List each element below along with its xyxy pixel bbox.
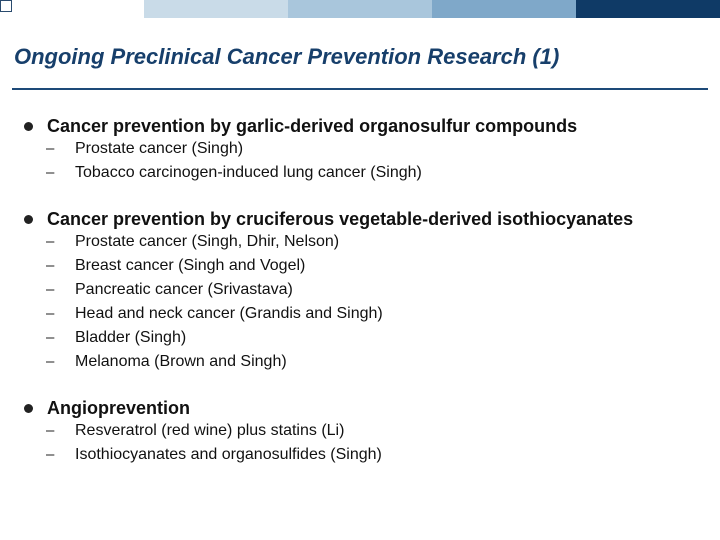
list-item xyxy=(0,281,720,305)
sub-item-label: Tobacco carcinogen-induced lung cancer (Singh) xyxy=(75,164,422,181)
sub-item-label: Isothiocyanates and organosulfides (Singh) xyxy=(75,446,382,463)
sub-item-label: Head and neck cancer (Grandis and Singh) xyxy=(75,305,383,322)
list-item xyxy=(0,422,720,446)
bullet-dot-icon xyxy=(24,404,33,413)
list-item xyxy=(0,353,720,377)
sub-item-label: Resveratrol (red wine) plus statins (Li) xyxy=(75,422,345,439)
dash-bullet-icon: – xyxy=(46,164,55,181)
list-item xyxy=(0,140,720,164)
list-item xyxy=(0,233,720,257)
sub-item-label: Bladder (Singh) xyxy=(75,329,187,346)
dash-bullet-icon: – xyxy=(46,257,55,274)
header-bar-segment xyxy=(0,0,144,18)
header-bar-segment xyxy=(576,0,720,18)
list-item xyxy=(0,305,720,329)
list-item xyxy=(0,257,720,281)
dash-bullet-icon: – xyxy=(46,353,55,370)
dash-bullet-icon: – xyxy=(46,422,55,439)
sub-item-list xyxy=(0,140,720,188)
dash-bullet-icon: – xyxy=(46,233,55,250)
topic-heading: Cancer prevention by garlic-derived organosulfur compounds xyxy=(47,116,578,136)
topic-block xyxy=(0,398,720,470)
sub-item-list xyxy=(0,422,720,470)
bullet-dot-icon xyxy=(24,122,33,131)
list-item xyxy=(0,164,720,188)
dash-bullet-icon: – xyxy=(46,140,55,157)
header-bar-segment xyxy=(288,0,432,18)
corner-square-logo xyxy=(0,0,12,12)
sub-item-label: Prostate cancer (Singh, Dhir, Nelson) xyxy=(75,233,340,250)
topic-block xyxy=(0,116,720,188)
slide-title: Ongoing Preclinical Cancer Prevention Research (1) xyxy=(14,44,560,69)
topic-row xyxy=(0,116,720,140)
topic-block xyxy=(0,209,720,377)
topic-heading: Angioprevention xyxy=(47,398,190,418)
topic-row xyxy=(0,398,720,422)
sub-item-label: Breast cancer (Singh and Vogel) xyxy=(75,257,306,274)
topic-heading: Cancer prevention by cruciferous vegetable-derived isothiocyanates xyxy=(47,209,634,229)
sub-item-list xyxy=(0,233,720,377)
slide-body xyxy=(0,116,720,491)
sub-item-label: Pancreatic cancer (Srivastava) xyxy=(75,281,293,298)
sub-item-label: Melanoma (Brown and Singh) xyxy=(75,353,287,370)
topic-row xyxy=(0,209,720,233)
dash-bullet-icon: – xyxy=(46,281,55,298)
list-item xyxy=(0,329,720,353)
dash-bullet-icon: – xyxy=(46,329,55,346)
header-bar-segment xyxy=(432,0,576,18)
sub-item-label: Prostate cancer (Singh) xyxy=(75,140,244,157)
title-divider xyxy=(12,88,708,90)
dash-bullet-icon: – xyxy=(46,305,55,322)
bullet-dot-icon xyxy=(24,215,33,224)
header-bar-segment xyxy=(144,0,288,18)
dash-bullet-icon: – xyxy=(46,446,55,463)
header-color-bar xyxy=(0,0,720,18)
list-item xyxy=(0,446,720,470)
